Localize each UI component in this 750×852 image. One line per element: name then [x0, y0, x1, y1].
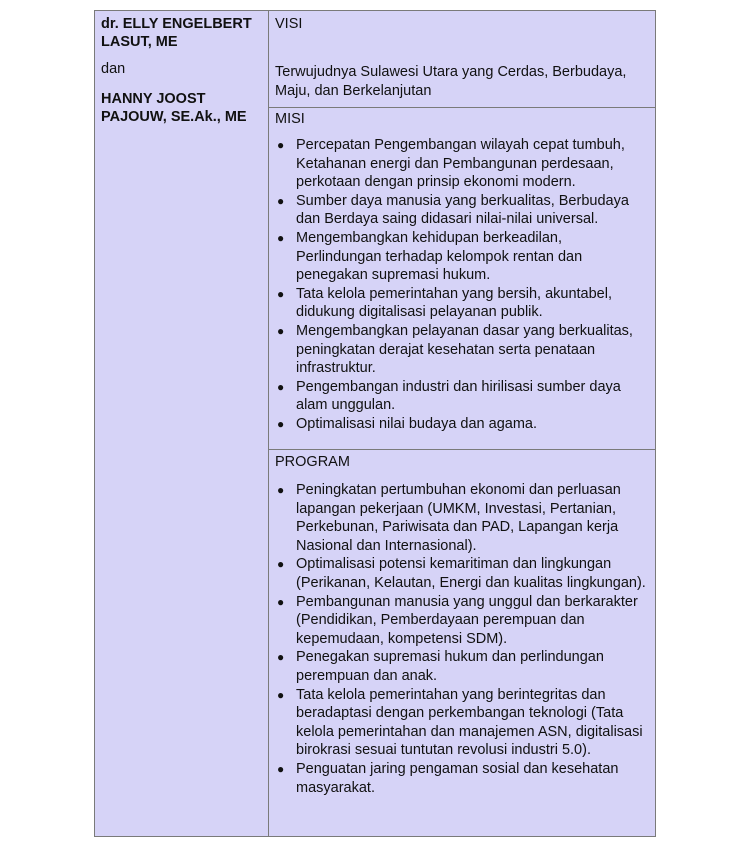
program-heading: PROGRAM [275, 454, 350, 470]
list-item: ● Mengembangkan pelayanan dasar yang berkualitas, peningkatan derajat kesehatan serta penataan infrastruktur. [277, 322, 633, 377]
misi-section [269, 108, 655, 450]
bullet-icon: ● [277, 761, 285, 776]
list-item: ● Optimalisasi potensi kemaritiman dan lingkungan (Perikanan, Kelautan, Energi dan kualitas lingkungan). [277, 556, 646, 591]
list-item: ● Pengembangan industri dan hirilisasi sumber daya alam unggulan. [277, 378, 621, 414]
bullet-icon: ● [277, 687, 285, 702]
candidate-1-name: dr. ELLY ENGELBERT LASUT, ME [101, 16, 252, 50]
bullet-icon: ● [277, 193, 285, 208]
list-item: ● Percepatan Pengembangan wilayah cepat tumbuh, Ketahanan energi dan Pembangunan perdesaan, perkotaan dengan prinsip ekonomi modern. [277, 137, 625, 191]
bullet-icon: ● [277, 416, 285, 431]
candidate-2-name: HANNY JOOST PAJOUW, SE.Ak., ME [101, 91, 247, 125]
list-item: ● Tata kelola pemerintahan yang bersih, akuntabel, didukung digitalisasi pelayanan publik. [277, 285, 612, 321]
list-item: ● Tata kelola pemerintahan yang berintegritas dan beradaptasi dengan perkembangan teknologi (Tata kelola pemerintahan dan manajemen ASN, digitalisasi birokrasi sesuai tuntutan revolusi industri 5.0). [277, 686, 643, 759]
misi-heading: MISI [275, 111, 305, 127]
list-item: ● Peningkatan pertumbuhan ekonomi dan perluasan lapangan pekerjaan (UMKM, Investasi, Pertanian, Perkebunan, Pariwisata dan PAD, Lapangan kerja Nasional dan Internasional). [277, 482, 621, 554]
bullet-icon: ● [277, 323, 285, 338]
vision-mission-table [94, 10, 656, 837]
program-list [269, 481, 649, 797]
bullet-icon: ● [277, 379, 285, 394]
visi-heading: VISI [275, 16, 303, 32]
bullet-icon: ● [277, 650, 285, 665]
bullet-icon: ● [277, 230, 285, 245]
bullet-icon: ● [277, 594, 285, 609]
misi-list [269, 136, 649, 434]
list-item: ● Sumber daya manusia yang berkualitas, Berbudaya dan Berdaya saing didasari nilai-nilai universal. [277, 192, 629, 228]
bullet-icon: ● [277, 138, 285, 152]
list-item: ● Mengembangkan kehidupan berkeadilan, Perlindungan terhadap kelompok rentan dan penegakan supremasi hukum. [277, 229, 583, 284]
content-column [269, 11, 655, 836]
bullet-icon: ● [277, 286, 285, 301]
visi-text: Terwujudnya Sulawesi Utara yang Cerdas, Berbudaya, Maju, dan Berkelanjutan [275, 64, 627, 99]
connector-text: dan [101, 61, 126, 77]
bullet-icon: ● [277, 557, 285, 572]
list-item: ● Optimalisasi nilai budaya dan agama. [277, 415, 537, 432]
visi-section [269, 11, 655, 108]
program-section [269, 450, 655, 836]
list-item: ● Penegakan supremasi hukum dan perlindungan perempuan dan anak. [277, 649, 604, 684]
bullet-icon: ● [277, 483, 285, 497]
list-item: ● Pembangunan manusia yang unggul dan berkarakter (Pendidikan, Pemberdayaan perempuan dan kepemudaan, kompetensi SDM). [277, 593, 638, 647]
candidate-column [95, 11, 269, 836]
list-item: ● Penguatan jaring pengaman sosial dan kesehatan masyarakat. [277, 760, 619, 796]
